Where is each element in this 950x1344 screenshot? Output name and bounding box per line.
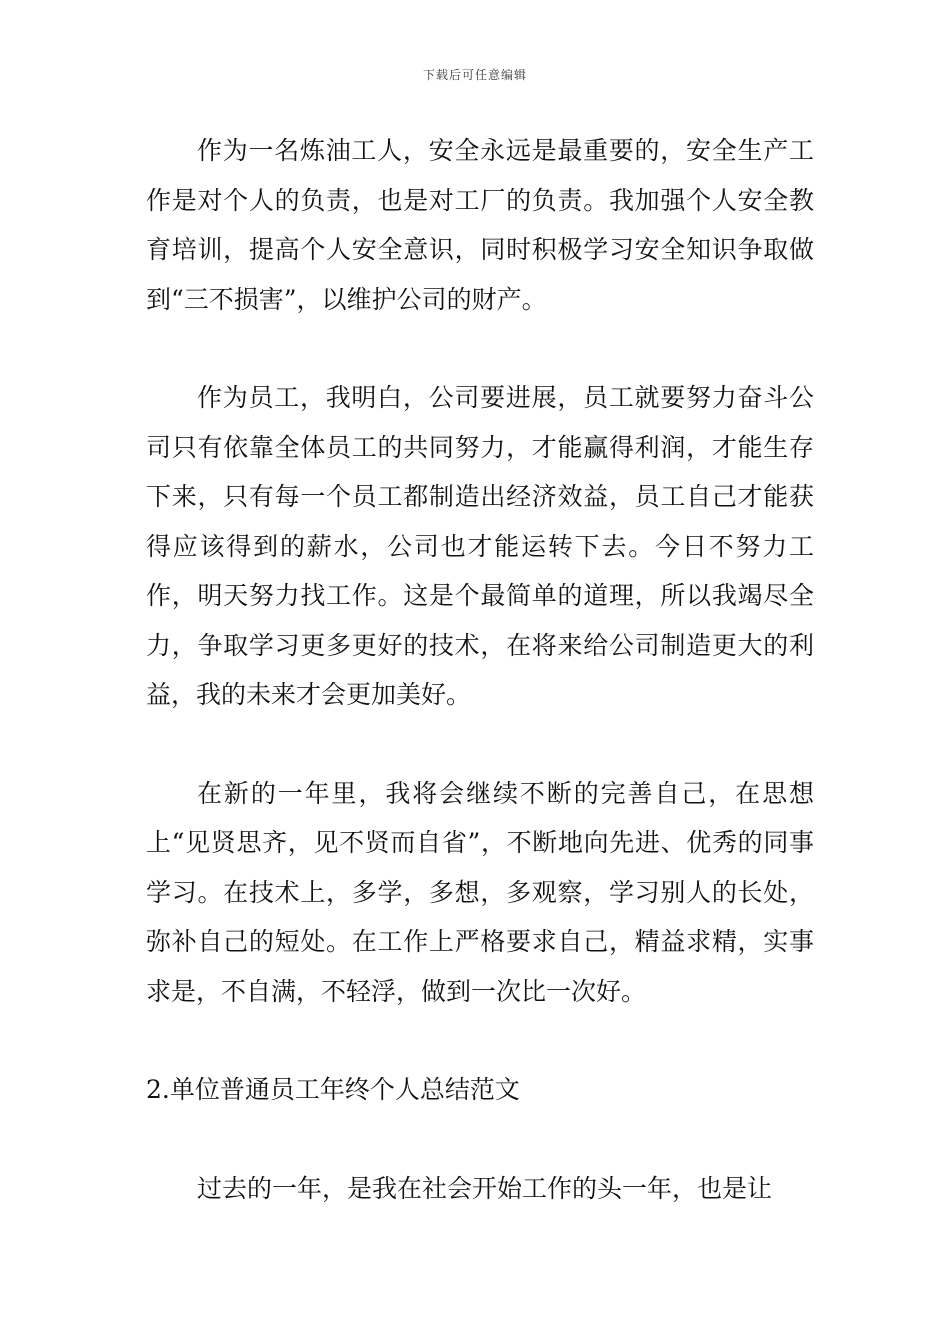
paragraph-safety: 作为一名炼油工人，安全永远是最重要的，安全生产工作是对个人的负责，也是对工厂的负责。我加强个人安全教育培训，提高个人安全意识，同时积极学习安全知识争取做到“三不损害”，以维护公司的财产。 (146, 136, 814, 314)
section-heading: 2.单位普通员工年终个人总结范文 (146, 1075, 520, 1104)
paragraph-new-year: 在新的一年里，我将会继续不断的完善自己，在思想上“见贤思齐，见不贤而自省”，不断地向先进、优秀的同事学习。在技术上，多学，多想，多观察，学习别人的长处，弥补自己的短处。在工作上严格要求自己，精益求精，实事求是，不自满，不轻浮，做到一次比一次好。 (146, 778, 814, 1006)
page-header-note: 下载后可任意编辑 (422, 68, 527, 82)
document-body (146, 126, 814, 1213)
paragraph-employee: 作为员工，我明白，公司要进展，员工就要努力奋斗公司只有依靠全体员工的共同努力，才能赢得利润，才能生存下来，只有每一个员工都制造出经济效益，员工自己才能获得应该得到的薪水，公司也才能运转下去。今日不努力工作，明天努力找工作。这是个最简单的道理，所以我竭尽全力，争取学习更多更好的技术，在将来给公司制造更大的利益，我的未来才会更加美好。 (146, 383, 814, 709)
paragraph-past-year: 过去的一年，是我在社会开始工作的头一年，也是让 (197, 1173, 773, 1203)
